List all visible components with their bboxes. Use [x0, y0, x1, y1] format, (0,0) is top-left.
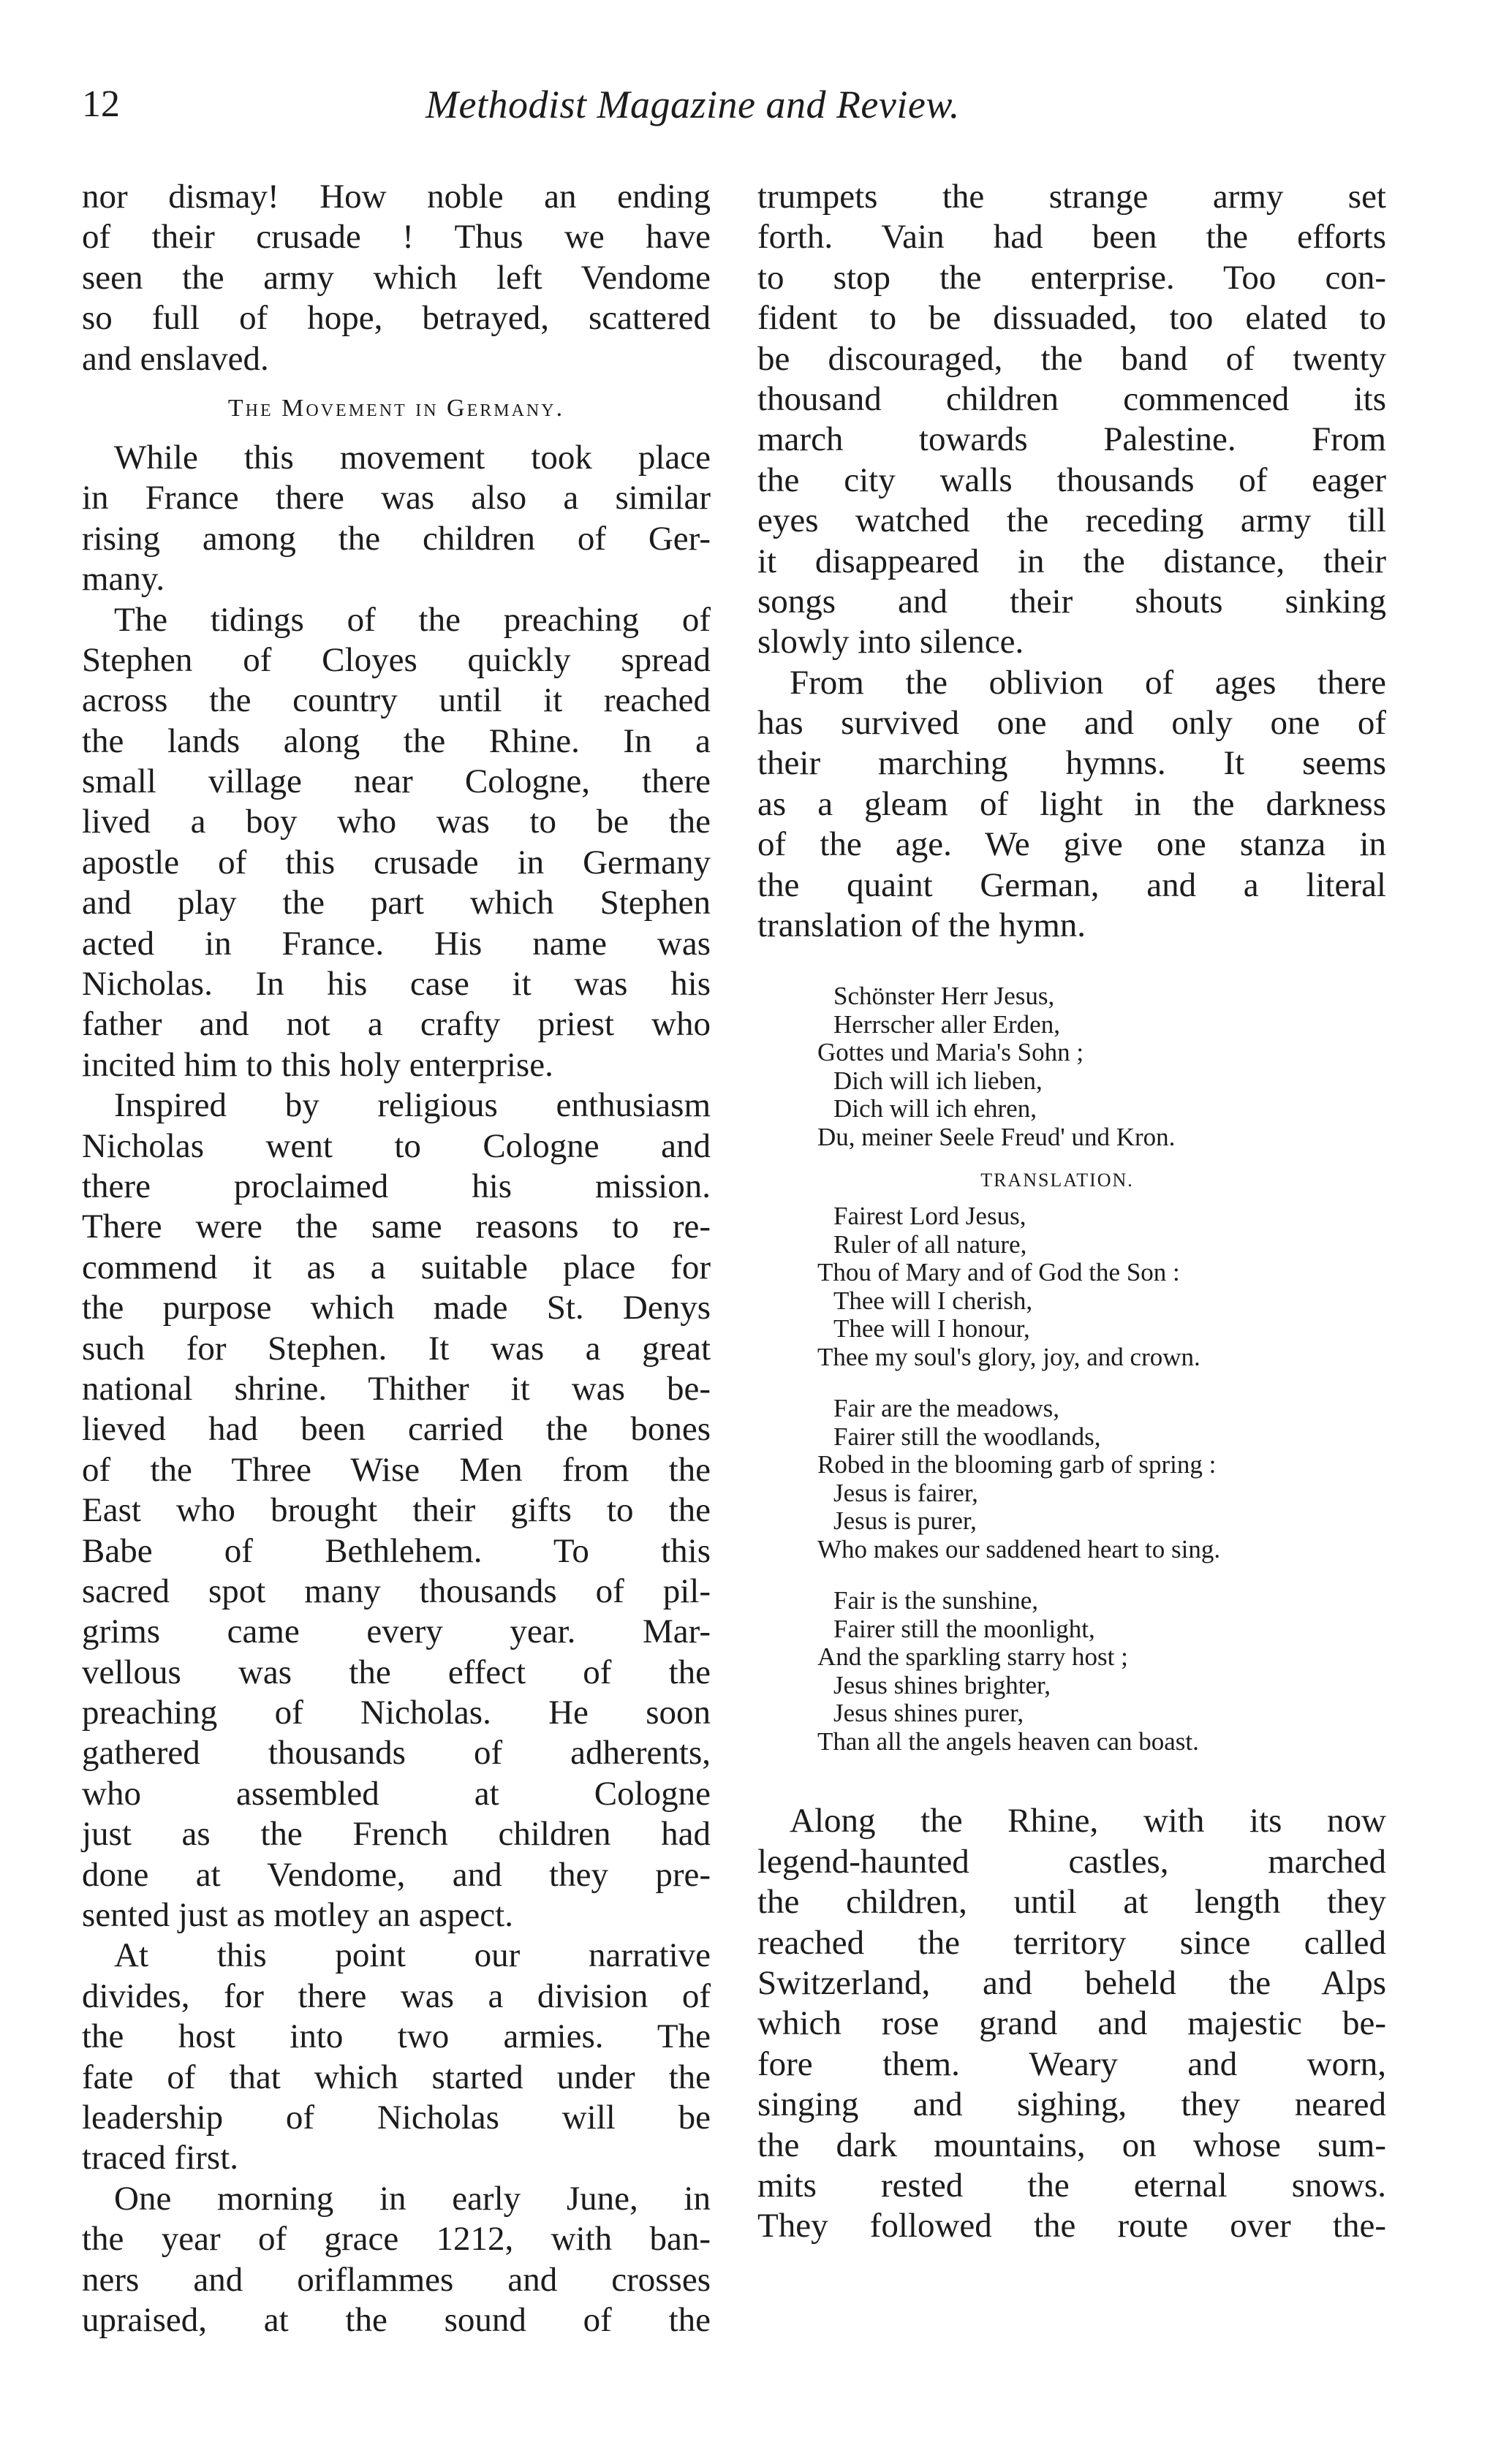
text-line: the dark mountains, on whose sum- — [757, 2126, 1386, 2164]
paragraph — [82, 1936, 711, 2178]
spacer — [757, 1563, 1386, 1587]
text-line: slowly into silence. — [757, 623, 1024, 662]
hymn-stanza — [757, 1202, 1386, 1371]
section-heading: The Movement in Germany. — [227, 394, 565, 422]
text-line: preaching of Nicholas. He soon — [82, 1694, 711, 1732]
spacer — [757, 1371, 1386, 1395]
text-line: father and not a crafty priest who — [82, 1005, 711, 1044]
paragraph — [82, 2179, 711, 2341]
text-line: their marching hymns. It seems — [757, 744, 1386, 783]
hymn-stanza — [757, 1587, 1386, 1756]
text-line: Stephen of Cloyes quickly spread — [82, 640, 711, 679]
text-line: commend it as a suitable place for — [82, 1248, 711, 1286]
text-line: East who brought their gifts to the — [82, 1491, 711, 1530]
text-line: nor dismay! How noble an ending — [82, 178, 711, 216]
text-line: who assembled at Cologne — [82, 1774, 711, 1813]
text-line: eyes watched the receding army till — [757, 501, 1386, 540]
text-line: divides, for there was a division of — [82, 1976, 711, 2015]
text-line: the lands along the Rhine. In a — [82, 721, 711, 760]
text-line: Nicholas. In his case it was his — [82, 965, 711, 1004]
text-line: traced first. — [82, 2139, 239, 2177]
hymn-line: Thee my soul's glory, joy, and crown. — [817, 1342, 1200, 1371]
text-line: They followed the route over the- — [757, 2207, 1386, 2245]
text-line: leadership of Nicholas will be — [82, 2098, 711, 2137]
paragraph — [82, 1085, 711, 1936]
text-line: of the age. We give one stanza in — [757, 825, 1386, 864]
text-line: songs and their shouts sinking — [757, 582, 1386, 621]
hymn-line: Schönster Herr Jesus, — [833, 982, 1055, 1011]
text-line: the host into two armies. The — [82, 2017, 711, 2056]
text-line: gathered thousands of adherents, — [82, 1734, 711, 1773]
paragraph — [757, 663, 1386, 947]
text-line: lived a boy who was to be the — [82, 803, 711, 841]
text-line: singing and sighing, they neared — [757, 2085, 1386, 2124]
page-header — [82, 79, 1420, 137]
text-line: the city walls thousands of eager — [757, 460, 1386, 499]
text-line: the purpose which made St. Denys — [82, 1289, 711, 1327]
text-line: While this movement took place — [114, 438, 711, 477]
text-line: has survived one and only one of — [757, 704, 1386, 743]
text-line: Nicholas went to Cologne and — [82, 1126, 711, 1165]
text-line: the year of grace 1212, with ban- — [82, 2220, 711, 2259]
text-line: The tidings of the preaching of — [114, 600, 711, 639]
text-line: reached the territory since called — [757, 1923, 1386, 1962]
text-line: national shrine. Thither it was be- — [82, 1369, 711, 1408]
paragraph — [757, 1801, 1386, 2246]
paragraph — [82, 600, 711, 1086]
text-line: done at Vendome, and they pre- — [82, 1855, 711, 1894]
hymn-line: Thee will I cherish, — [833, 1286, 1033, 1315]
text-line: Along the Rhine, with its now — [790, 1802, 1386, 1841]
hymn-line: Jesus shines brighter, — [833, 1670, 1051, 1699]
text-line: thousand children commenced its — [757, 379, 1386, 418]
hymn-line: Fair are the meadows, — [833, 1394, 1060, 1423]
text-line: to stop the enterprise. Too con- — [757, 258, 1386, 297]
text-line: At this point our narrative — [114, 1936, 711, 1975]
text-line: across the country until it reached — [82, 681, 711, 720]
left-column — [82, 177, 711, 2340]
text-line: there proclaimed his mission. — [82, 1167, 711, 1205]
text-line: trumpets the strange army set — [757, 178, 1386, 216]
text-line: Switzerland, and beheld the Alps — [757, 1963, 1386, 2002]
text-line: which rose grand and majestic be- — [757, 2004, 1386, 2043]
text-line: march towards Palestine. From — [757, 420, 1386, 459]
hymn-line: Than all the angels heaven can boast. — [817, 1726, 1199, 1756]
text-line: just as the French children had — [82, 1815, 711, 1854]
text-line: sented just as motley an aspect. — [82, 1896, 513, 1935]
text-line: such for Stephen. It was a great — [82, 1329, 711, 1368]
hymn-line: Fairer still the woodlands, — [833, 1422, 1101, 1451]
text-line: mits rested the eternal snows. — [757, 2166, 1386, 2205]
text-line: small village near Cologne, there — [82, 762, 711, 801]
text-line: forth. Vain had been the efforts — [757, 218, 1386, 257]
text-line: in France there was also a similar — [82, 479, 711, 518]
text-line: translation of the hymn. — [757, 906, 1086, 945]
text-line: of the Three Wise Men from the — [82, 1450, 711, 1489]
text-line: lieved had been carried the bones — [82, 1410, 711, 1449]
paragraph — [82, 177, 711, 379]
text-line: acted in France. His name was — [82, 924, 711, 963]
text-line: rising among the children of Ger- — [82, 519, 711, 558]
text-line: fident to be dissuaded, too elated to — [757, 299, 1386, 338]
text-line: Babe of Bethlehem. To this — [82, 1531, 711, 1570]
hymn-line: Jesus is fairer, — [833, 1478, 978, 1507]
text-line: fate of that which started under the — [82, 2058, 711, 2096]
text-line: legend-haunted castles, marched — [757, 1842, 1386, 1881]
text-line: the quaint German, and a literal — [757, 865, 1386, 904]
right-column — [757, 177, 1386, 2247]
hymn-line: Ruler of all nature, — [833, 1229, 1027, 1259]
text-line: There were the same reasons to re- — [82, 1208, 711, 1246]
text-line: be discouraged, the band of twenty — [757, 339, 1386, 378]
hymn-line: Fairer still the moonlight, — [833, 1614, 1095, 1643]
hymn-line: Robed in the blooming garb of spring : — [817, 1450, 1217, 1479]
text-line: sacred spot many thousands of pil- — [82, 1572, 711, 1610]
translation-heading: TRANSLATION. — [980, 1170, 1134, 1191]
hymn-line: Fairest Lord Jesus, — [833, 1202, 1026, 1231]
text-line: From the oblivion of ages there — [790, 663, 1386, 702]
hymn-line: Thee will I honour, — [833, 1314, 1030, 1343]
hymn-line: Jesus is purer, — [833, 1506, 977, 1536]
hymn-line: And the sparkling starry host ; — [817, 1642, 1128, 1672]
text-line: of their crusade ! Thus we have — [82, 218, 711, 257]
text-line: it disappeared in the distance, their — [757, 542, 1386, 580]
hymn-stanza — [757, 1395, 1386, 1563]
text-line: seen the army which left Vendome — [82, 258, 711, 297]
paragraph — [757, 177, 1386, 663]
page-number: 12 — [82, 83, 120, 125]
text-line: and enslaved. — [82, 339, 269, 378]
text-line: ners and oriflammes and crosses — [82, 2260, 711, 2299]
hymn-line: Dich will ich ehren, — [833, 1094, 1037, 1123]
text-line: as a gleam of light in the darkness — [757, 784, 1386, 823]
spacer — [757, 946, 1386, 982]
text-line: fore them. Weary and worn, — [757, 2044, 1386, 2083]
hymn-stanza — [757, 982, 1386, 1151]
hymn-line: Du, meiner Seele Freud' und Kron. — [817, 1122, 1176, 1151]
running-head: Methodist Magazine and Review. — [426, 83, 960, 126]
hymn-line: Herrscher aller Erden, — [833, 1009, 1060, 1039]
text-line: upraised, at the sound of the — [82, 2300, 711, 2339]
text-line: so full of hope, betrayed, scattered — [82, 299, 711, 338]
text-line: vellous was the effect of the — [82, 1653, 711, 1691]
text-line: many. — [82, 560, 165, 599]
text-line: One morning in early June, in — [114, 2179, 711, 2218]
text-line: and play the part which Stephen — [82, 884, 711, 922]
text-line: the children, until at length they — [757, 1883, 1386, 1922]
text-line: incited him to this holy enterprise. — [82, 1045, 553, 1084]
text-line: Inspired by religious enthusiasm — [114, 1086, 711, 1125]
text-line: grims came every year. Mar- — [82, 1612, 711, 1651]
hymn-line: Dich will ich lieben, — [833, 1066, 1043, 1095]
text-line: apostle of this crusade in Germany — [82, 843, 711, 882]
hymn-line: Who makes our saddened heart to sing. — [817, 1534, 1221, 1563]
paragraph — [82, 438, 711, 600]
hymn-line: Gottes und Maria's Sohn ; — [817, 1038, 1084, 1067]
hymn-line: Jesus shines purer, — [833, 1699, 1024, 1728]
spacer — [757, 1756, 1386, 1801]
hymn-line: Thou of Mary and of God the Son : — [817, 1258, 1180, 1287]
hymn-line: Fair is the sunshine, — [833, 1586, 1038, 1615]
